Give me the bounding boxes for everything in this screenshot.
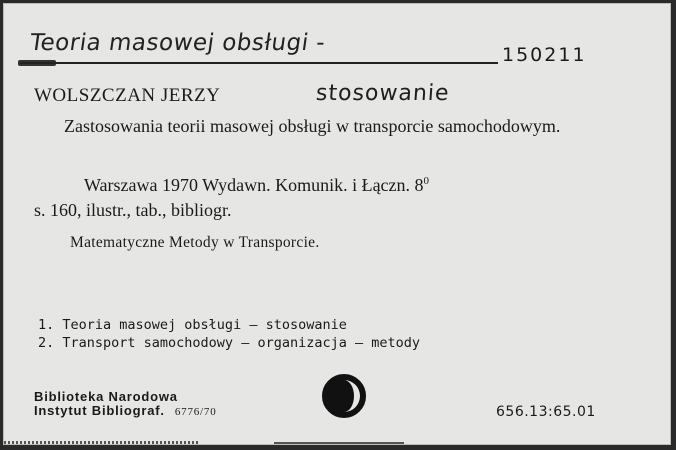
library-code: 6776/70 [174,406,217,418]
author: WOLSZCZAN JERZY [34,85,221,106]
imprint-format-sup: 0 [423,175,430,187]
series: Matematyczne Metody w Transporcie. [70,234,320,251]
bottom-perforation [4,441,199,445]
title-text: Zastosowania teorii masowej obsługi w transporcie samochodowym. [64,116,561,136]
imprint [34,169,599,223]
subject-heading: 1. Teoria masowej obsługi — stosowanie [38,317,347,333]
title-underline [20,62,498,64]
handwritten-title: Teoria masowej obsługi - [28,30,328,56]
subject-heading: 2. Transport samochodowy — organizacja — metody [38,335,421,351]
bottom-line [274,442,404,444]
library-imprint [34,390,217,419]
catalog-card [3,3,671,445]
subject-headings [38,316,420,352]
library-institute: Instytut Bibliograf. [34,403,165,418]
call-number: 656.13:65.01 [496,404,596,420]
accession-number: 150211 [502,44,587,66]
imprint-line-1: Warszawa 1970 Wydawn. Komunik. i Łączn. 8 [84,175,424,195]
imprint-line-2: s. 160, ilustr., tab., bibliogr. [34,200,232,220]
library-name: Biblioteka Narodowa [34,389,178,404]
handwritten-subject: stosowanie [315,81,451,106]
library-stamp-icon [320,372,368,420]
